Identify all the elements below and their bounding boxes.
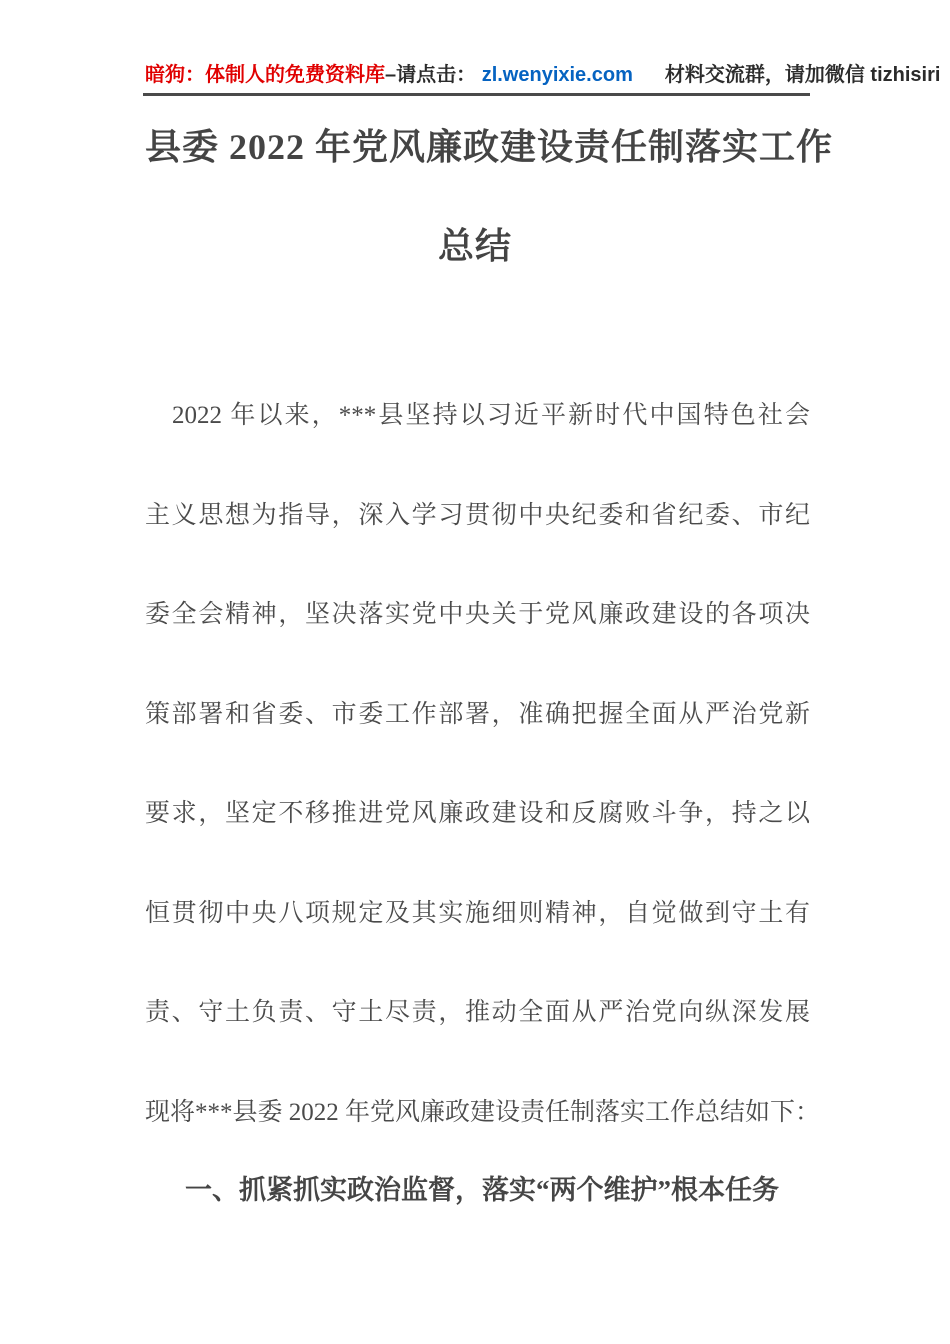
promo-group-note: 材料交流群，请加微信 tizhisiri: [664, 64, 941, 86]
body-line: 2022 年以来，***县坚持以习近平新时代中国特色社会: [172, 402, 810, 429]
document-body: [145, 366, 821, 1218]
header-divider-rule: [143, 93, 810, 96]
body-line: 委全会精神，坚决落实党中央关于党风廉政建设的各项决: [145, 601, 810, 628]
body-line: 要求，坚定不移推进党风廉政建设和反腐败斗争，持之以: [145, 800, 810, 827]
document-title: [145, 98, 834, 296]
section-heading-1: 一、抓紧抓实政治监督，落实“两个维护”根本任务: [185, 1175, 779, 1205]
body-line: 主义思想为指导，深入学习贯彻中央纪委和省纪委、市纪: [145, 501, 810, 529]
body-line: 现将***县委 2022 年党风廉政建设责任制落实工作总结如下：: [145, 1098, 821, 1126]
body-line: 责、守土负责、守土尽责，推动全面从严治党向纵深发展: [145, 999, 810, 1026]
promo-link[interactable]: zl.wenyixie.com: [481, 64, 633, 86]
promo-brand-text: 暗狗：体制人的免费资料库: [145, 64, 385, 86]
body-line: 恒贯彻中央八项规定及其实施细则精神，自觉做到守土有: [145, 899, 810, 927]
document-title-line2: 总结: [437, 226, 512, 266]
promo-header: [145, 58, 941, 92]
promo-click-prompt: –请点击：: [385, 64, 477, 86]
body-line: 策部署和省委、市委工作部署，准确把握全面从严治党新: [145, 700, 810, 728]
document-title-line1: 县委 2022 年党风廉政建设责任制落实工作: [145, 127, 834, 167]
